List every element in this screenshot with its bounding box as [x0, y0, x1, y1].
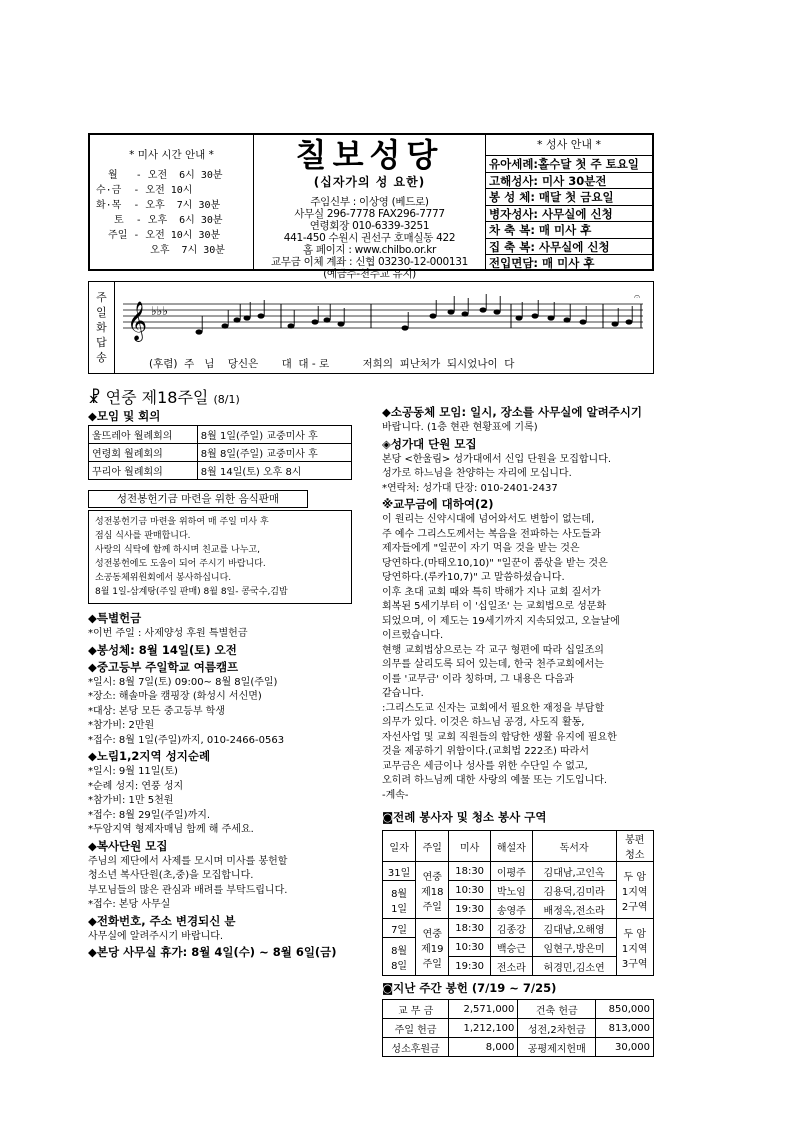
notice-line: 성가로 하느님을 찬양하는 자리에 모십니다. [382, 468, 572, 479]
music-note [402, 325, 409, 330]
music-note [626, 319, 633, 324]
notice-line: 오히려 하느님께 대한 사랑의 예물 또는 기도입니다. [382, 775, 608, 786]
music-note [312, 319, 319, 324]
sacrament-item: 고해성사: 미사 30분전 [486, 172, 652, 189]
service-mass: 18:30 [449, 862, 491, 881]
service-date: 8월 1일 [383, 881, 416, 919]
psalm-label [89, 282, 115, 373]
notice-line: 현행 교회법상으로는 각 교구 형편에 따라 십일조의 [382, 644, 604, 656]
mass-time-row: 화·목 - 오후 7시 30분 [96, 200, 221, 211]
parish-info-line: 441-450 수원시 권선구 호매실동 422 [283, 232, 456, 244]
notice-heading: ◆복사단원 모집 [88, 838, 168, 853]
music-note [462, 311, 469, 316]
music-note [612, 321, 619, 326]
notice-line: 사무실에 알려주시기 바랍니다. [88, 930, 224, 942]
sale-box [88, 510, 352, 604]
sale-title: 성전봉헌기금 마련을 위한 음식판매 [88, 490, 308, 508]
music-note [494, 309, 501, 314]
sunday-title [88, 385, 240, 408]
notice-section [382, 496, 656, 803]
notice-line: *연락처: 성가대 단장: 010-2401-2437 [382, 482, 558, 494]
psalm-label-char: 송 [96, 351, 107, 364]
service-header-row [383, 831, 654, 862]
notice-line: *순례 성지: 연풍 성지 [88, 780, 184, 792]
service-sunday: 연중 제19 주일 [416, 919, 449, 976]
notice-line: 바랍니다. (1층 현관 현황표에 기록) [382, 422, 538, 433]
parish-subtitle: (십자가의 성 요한) [313, 175, 426, 189]
mass-time-row: 오후 7시 30분 [96, 245, 225, 256]
service-header-cell: 봉편 청소 [616, 831, 654, 862]
meetings-table [88, 425, 352, 480]
notice-heading: ◆전화번호, 주소 변경되신 분 [88, 913, 236, 928]
music-staff [115, 282, 653, 373]
music-note [244, 315, 251, 320]
notice-line: *접수: 8월 1일(주일)까지, 010-2466-0563 [88, 734, 285, 746]
bulletin-header [88, 133, 654, 280]
notice-line: 이후 초대 교회 때와 특히 박해가 지나 교회 질서가 [382, 586, 601, 598]
notice-section [88, 944, 373, 961]
sale-line: 소공동체위원회에서 봉사하십니다. [95, 573, 232, 583]
parish-info-line: 홈 페이지 : www.chilbo.or.kr [302, 244, 437, 256]
mass-time-row: 월 - 오전 6시 30분 [96, 170, 223, 181]
meeting-name: 울뜨레아 월례회의 [89, 426, 198, 444]
offering-amount: 30,000 [596, 1038, 654, 1057]
music-note [448, 309, 455, 314]
offering-label: 주일 헌금 [383, 1019, 449, 1038]
parish-info-line: 교무금 이체 계좌 : 신협 03230-12-000131 [271, 256, 468, 268]
music-note [234, 317, 241, 322]
service-readers: 허경민,김소연 [532, 957, 616, 976]
sacrament-item: 집 축 복: 사무실에 신청 [486, 238, 652, 255]
service-header-cell: 일자 [383, 831, 416, 862]
notice-heading: ◈성가대 단원 모집 [382, 436, 477, 451]
meeting-name: 꾸리아 월례회의 [89, 462, 198, 480]
notice-line: 제자들에게 "일꾼이 자기 먹을 것을 받는 것은 [382, 543, 580, 554]
mass-time-row: 수·금 - 오전 10시 [96, 185, 193, 196]
offering-row [383, 1038, 654, 1057]
sacrament-list [486, 155, 652, 271]
sacrament-title: * 성사 안내 * [537, 138, 601, 151]
notice-line: *장소: 해솔마을 캠핑장 (화성시 서신면) [88, 691, 262, 702]
offering-row [383, 1000, 654, 1019]
service-mass: 10:30 [449, 881, 491, 900]
psalm-label-char: 답 [96, 336, 107, 349]
sale-line: 8월 1일-삼계탕(주일 판매) 8월 8일- 콩국수,김밥 [95, 587, 288, 597]
offering-amount: 813,000 [596, 1019, 654, 1038]
service-mass: 18:30 [449, 919, 491, 938]
notice-section [88, 913, 373, 945]
meeting-time: 8월 8일(주일) 교중미사 후 [197, 444, 351, 462]
sacrament-panel [486, 135, 652, 269]
service-commentator: 이평주 [490, 862, 532, 881]
notice-line: *참가비: 2만원 [88, 720, 155, 731]
offering-heading: ◙지난 주간 봉헌 (7/19 ~ 7/25) [382, 981, 557, 995]
sale-line: 점심 식사를 판매합니다. [95, 531, 191, 541]
notice-line: 이를 '교무금' 이라 칭하며, 그 내용은 다음과 [382, 673, 574, 685]
right-notices [382, 404, 656, 803]
service-mass: 10:30 [449, 938, 491, 957]
fermata-icon: 𝄐 [634, 290, 641, 303]
parish-info [254, 196, 485, 280]
offering-amount: 8,000 [449, 1038, 518, 1057]
psalm-label-char: 일 [96, 306, 107, 319]
sacrament-item: 전입면담: 매 미사 후 [486, 254, 652, 271]
notice-section [88, 748, 373, 838]
notice-line: 이 원리는 신약시대에 넘어와서도 변함이 없는데, [382, 514, 595, 525]
music-note [324, 317, 331, 322]
psalm-lyrics: (후렴) 주 님 당신은 대 대 - 로 저희의 피난처가 되시었나이 다 [149, 358, 515, 370]
service-readers: 김용덕,김미라 [532, 881, 616, 900]
mass-times-panel [90, 135, 254, 269]
music-note [580, 319, 587, 324]
notice-line: 의무가 있다. 이것은 하느님 공경, 사도직 활동, [382, 717, 585, 728]
music-note [430, 313, 437, 318]
notice-line: 청소년 복사단원(초,중)을 모집합니다. [88, 870, 254, 881]
parish-panel [254, 135, 486, 280]
notice-line: *이번 주일 : 사제양성 후원 특별헌금 [88, 628, 248, 639]
offering-label: 성전,2차헌금 [518, 1019, 596, 1038]
responsorial-psalm [88, 281, 654, 374]
meeting-row [89, 444, 352, 462]
service-header-cell: 미사 [449, 831, 491, 862]
service-commentator: 전소라 [490, 957, 532, 976]
notice-line: :그리스도교 신자는 교회에서 필요한 재정을 부담할 [382, 702, 605, 714]
right-column [382, 404, 656, 1057]
notice-line: 본당 <한울림> 성가대에서 신입 단원을 모집합니다. [382, 453, 612, 465]
parish-info-line: (예금주-천주교 유지) [323, 268, 416, 280]
service-readers: 임현구,방은미 [532, 938, 616, 957]
service-readers: 김대남,오해영 [532, 919, 616, 938]
mass-times-title: * 미사 시간 안내 * [129, 149, 214, 161]
notice-line: *일시: 9월 11일(토) [88, 766, 178, 777]
service-table [382, 830, 654, 976]
sacrament-item: 병자성사: 사무실에 신청 [486, 205, 652, 222]
music-note [222, 323, 229, 328]
sunday-name: ☧ 연중 제18주일 [88, 388, 209, 407]
service-commentator: 박노임 [490, 881, 532, 900]
notice-line: *참가비: 1만 5천원 [88, 795, 174, 806]
notice-heading: ◆본당 사무실 휴가: 8월 4일(수) ~ 8월 6일(금) [88, 945, 337, 959]
service-header-cell: 주일 [416, 831, 449, 862]
meeting-time: 8월 1일(주일) 교중미사 후 [197, 426, 351, 444]
notice-line: 주 예수 그리스도께서는 복음을 전파하는 사도들과 [382, 528, 601, 540]
notice-line: *대상: 본당 모든 중고등부 학생 [88, 705, 226, 717]
notice-line: -계속- [382, 789, 409, 801]
notice-line: 부모님들의 많은 관심과 배려를 부탁드립니다. [88, 884, 288, 896]
music-note [564, 317, 571, 322]
sacrament-item: 봉 성 체: 매달 첫 금요일 [486, 188, 652, 205]
service-readers: 김대남,고인옥 [532, 862, 616, 881]
notice-line: 이르렀습니다. [382, 630, 444, 641]
notice-line: 회복된 5세기부터 이 '십일조' 는 교회법으로 성문화 [382, 601, 607, 612]
mass-times-list [96, 168, 247, 258]
mass-time-row: 주일 - 오전 10시 30분 [96, 230, 221, 241]
notice-line: 주님의 제단에서 사제를 모시며 미사를 봉헌할 [88, 855, 288, 867]
notice-line: 당연하다.(루카10,7)" 고 말씀하셨습니다. [382, 572, 565, 583]
sale-line: 성전봉헌기금 마련을 위하여 매 주일 미사 후 [95, 517, 269, 527]
sacrament-item: 차 축 복: 매 미사 후 [486, 221, 652, 238]
service-sunday: 연중 제18 주일 [416, 862, 449, 919]
music-note [258, 313, 265, 318]
left-column [88, 408, 373, 961]
notice-line: 당연하다.(마태오10,10)" "일꾼이 품삯을 받는 것은 [382, 557, 608, 569]
offering-amount: 850,000 [596, 1000, 654, 1019]
parish-info-line: 사무실 296-7778 FAX296-7777 [294, 208, 445, 220]
key-signature-icon: ♭♭♭ [151, 304, 168, 318]
offering-label: 교 무 금 [383, 1000, 449, 1019]
service-commentator: 김종강 [490, 919, 532, 938]
notice-line: *일시: 8월 7일(토) 09:00~ 8월 8일(주일) [88, 676, 278, 688]
mass-time-row: 토 - 오후 6시 30분 [96, 215, 223, 226]
notice-heading: ◆봉성체: 8월 14일(토) 오전 [88, 642, 237, 657]
notice-line: 것을 제공하기 위함이다.(교회법 222조) 따라서 [382, 746, 590, 757]
notice-heading: ◆노림1,2지역 성지순례 [88, 749, 211, 763]
service-date: 31일 [383, 862, 416, 881]
parish-info-line: 연령회장 010-6339-3251 [309, 220, 430, 232]
notice-section [382, 436, 656, 497]
service-date: 7일 [383, 919, 416, 938]
treble-clef-icon: 𝄞 [127, 301, 148, 341]
service-readers: 배정옥,전소라 [532, 900, 616, 919]
music-note [480, 307, 487, 312]
sale-line: 사랑의 식탁에 함께 하시며 친교를 나누고, [95, 545, 260, 555]
notice-heading: ◆특별헌금 [88, 611, 142, 625]
notice-line: *접수: 본당 사무실 [88, 899, 171, 910]
notice-section [382, 404, 656, 436]
notice-line: 의무를 살리도록 되어 있는데, 한국 천주교회에서는 [382, 659, 604, 670]
offering-label: 건축 헌금 [518, 1000, 596, 1019]
parish-name: 칠보성당 [295, 136, 444, 174]
service-date: 8월 8일 [383, 938, 416, 976]
notice-heading: ◆소공동체 모임: 일시, 장소를 사무실에 알려주시기 [382, 405, 643, 419]
offering-table [382, 999, 654, 1057]
meeting-time: 8월 14일(토) 오후 8시 [197, 462, 351, 480]
notice-section [88, 838, 373, 913]
parish-info-line: 주임신부 : 이상영 (베드로) [310, 196, 429, 208]
notice-line: 교무금은 세금이나 성사를 위한 수단일 수 없고, [382, 760, 588, 772]
music-note [548, 315, 555, 320]
service-row [383, 919, 654, 938]
notice-section [88, 642, 373, 659]
notice-section [88, 659, 373, 749]
left-notices [88, 610, 373, 961]
offering-label: 공평제지헌매 [518, 1038, 596, 1057]
sale-line: 성전봉헌에도 도움이 되어 주시기 바랍니다. [95, 559, 266, 569]
psalm-label-char: 주 [96, 291, 107, 304]
offering-row [383, 1019, 654, 1038]
service-heading: ◙전례 봉사자 및 청소 봉사 구역 [382, 810, 547, 824]
music-note [532, 313, 539, 318]
notice-line: 되었으며, 이 제도는 19세기까지 지속되었고, 오늘날에 [382, 615, 620, 627]
service-row [383, 862, 654, 881]
notice-line: 같습니다. [382, 688, 424, 699]
music-note [338, 321, 345, 326]
service-cleaning: 두 암 1지역 3구역 [616, 919, 654, 976]
service-cleaning: 두 암 1지역 2구역 [616, 862, 654, 919]
service-commentator: 백승근 [490, 938, 532, 957]
music-note [196, 329, 203, 334]
meetings-heading: ◆모임 및 회의 [88, 409, 161, 423]
offering-amount: 1,212,100 [449, 1019, 518, 1038]
psalm-label-char: 화 [96, 321, 107, 334]
service-header-cell: 해설자 [490, 831, 532, 862]
notice-line: *접수: 8월 29일(주일)까지. [88, 809, 211, 821]
service-commentator: 송영주 [490, 900, 532, 919]
sacrament-item: 유아세례:홀수달 첫 주 토요일 [486, 155, 652, 172]
music-note [516, 315, 523, 320]
notice-heading: ◆중고등부 주일학교 여름캠프 [88, 659, 239, 674]
service-header-cell: 독서자 [532, 831, 616, 862]
service-mass: 19:30 [449, 957, 491, 976]
meeting-name: 연령회 월례회의 [89, 444, 198, 462]
offering-amount: 2,571,000 [449, 1000, 518, 1019]
service-mass: 19:30 [449, 900, 491, 919]
meeting-row [89, 426, 352, 444]
meeting-row [89, 462, 352, 480]
notice-line: *두암지역 형제자매님 함께 해 주세요. [88, 824, 254, 835]
notice-section [88, 610, 373, 642]
music-note [288, 323, 295, 328]
sunday-date: (8/1) [213, 393, 240, 406]
offering-label: 성소후원금 [383, 1038, 449, 1057]
notice-heading: ※교무금에 대하여(2) [382, 497, 494, 511]
notice-line: 자선사업 및 교회 직원들의 합당한 생활 유지에 필요한 [382, 731, 617, 743]
